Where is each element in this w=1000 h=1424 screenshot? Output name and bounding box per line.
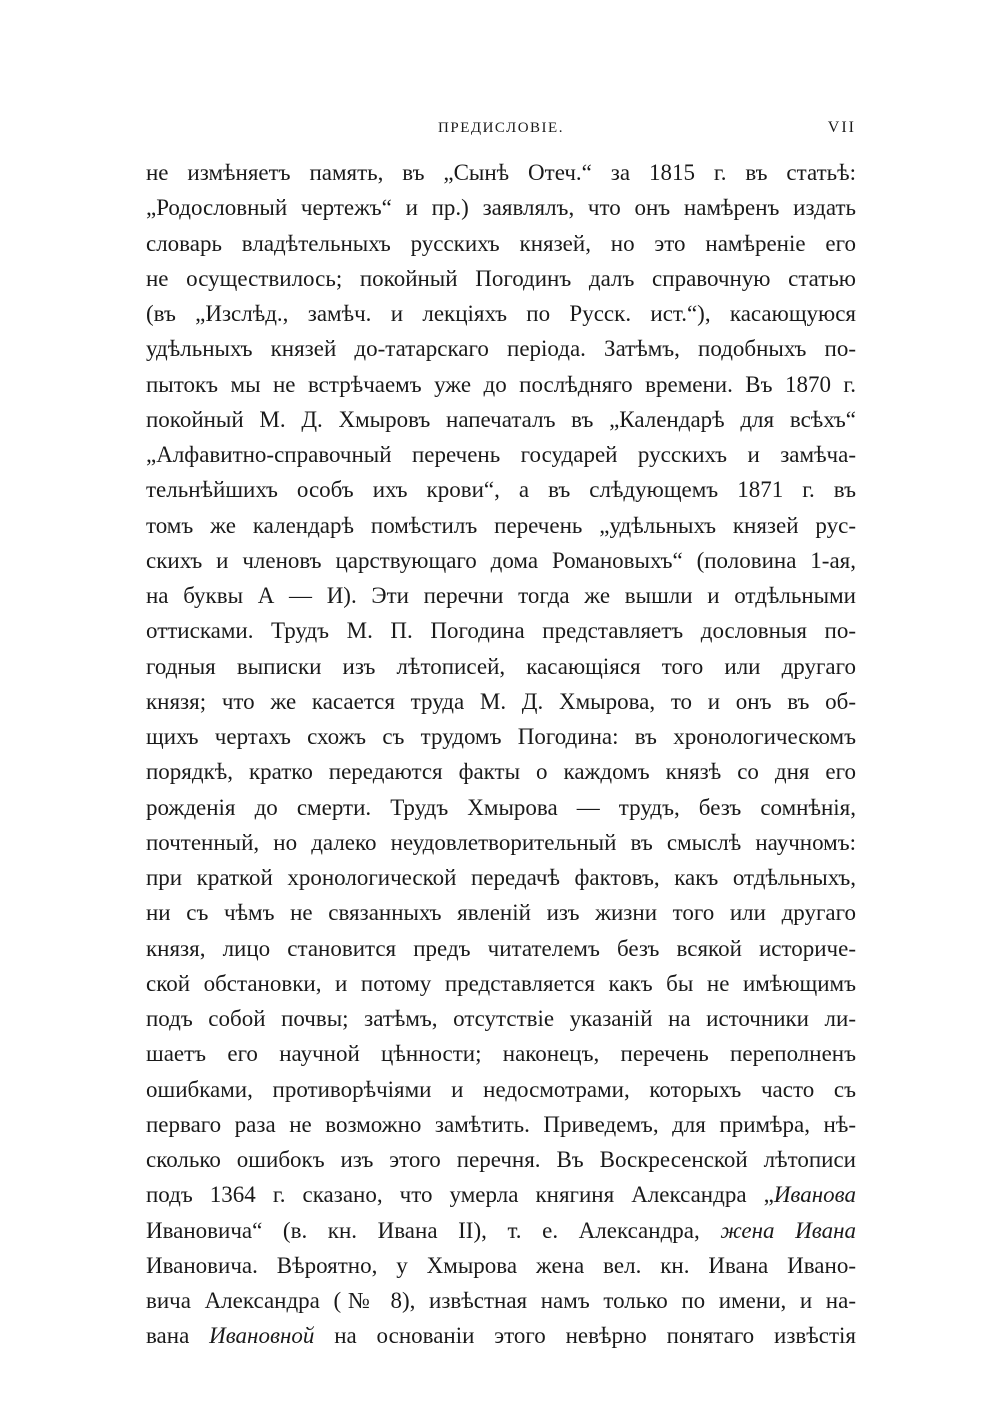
text-segment: годныя выписки изъ лѣтописей, касающіяся того или другаго bbox=[146, 653, 856, 679]
text-line bbox=[146, 1318, 856, 1353]
running-head-title: ПРЕДИСЛОВІЕ. bbox=[438, 120, 564, 136]
text-line bbox=[146, 860, 856, 895]
text-segment: порядкѣ, кратко передаются факты о каждомъ князѣ со дня его bbox=[146, 759, 856, 785]
text-line bbox=[146, 613, 856, 648]
text-segment: тельнѣйшихъ особъ ихъ крови“, а въ слѣдующемъ 1871 г. въ bbox=[146, 477, 856, 503]
text-segment: ошибками, противорѣчіями и недосмотрами, которыхъ часто съ bbox=[146, 1076, 856, 1102]
text-line bbox=[146, 1072, 856, 1107]
text-line bbox=[146, 331, 856, 366]
text-segment: при краткой хронологической передачѣ фактовъ, какъ отдѣльныхъ, bbox=[146, 865, 856, 890]
text-line bbox=[146, 437, 856, 472]
italic-text-segment: Ивановной bbox=[209, 1323, 315, 1349]
text-line bbox=[146, 1001, 856, 1036]
text-segment: пытокъ мы не встрѣчаемъ уже до послѣдняго времени. Въ 1870 г. bbox=[146, 371, 856, 397]
text-segment: князя; что же касается труда М. Д. Хмырова, то и онъ въ об- bbox=[146, 688, 856, 714]
text-line bbox=[146, 508, 856, 543]
text-line bbox=[146, 649, 856, 684]
text-line bbox=[146, 790, 856, 825]
text-segment: на буквы А — И). Эти перечни тогда же вышли и отдѣльными bbox=[146, 583, 856, 608]
text-line bbox=[146, 719, 856, 754]
text-line bbox=[146, 1213, 856, 1248]
text-segment: перваго раза не возможно замѣтить. Приведемъ, для примѣра, нѣ- bbox=[146, 1111, 856, 1137]
text-segment: вича Александра (№ 8), извѣстная намъ только по имени, и на- bbox=[146, 1288, 856, 1313]
text-segment: ни съ чѣмъ не связанныхъ явленій изъ жизни того или другаго bbox=[146, 900, 856, 926]
text-line bbox=[146, 1283, 856, 1318]
text-segment: сколько ошибокъ изъ этого перечня. Въ Воскресенской лѣтописи bbox=[146, 1147, 856, 1172]
text-line bbox=[146, 1142, 856, 1177]
text-line bbox=[146, 261, 856, 296]
text-line bbox=[146, 367, 856, 402]
text-line bbox=[146, 684, 856, 719]
text-segment: не осуществилось; покойный Погодинъ далъ справочную статью bbox=[146, 265, 856, 291]
text-segment: рожденія до смерти. Трудъ Хмырова — трудъ, безъ сомнѣнія, bbox=[146, 794, 856, 820]
italic-text-segment: Иванова bbox=[773, 1182, 856, 1208]
text-segment: удѣльныхъ князей до-татарскаго періода. Затѣмъ, подобныхъ по- bbox=[146, 336, 856, 362]
text-line bbox=[146, 296, 856, 331]
text-segment: князя, лицо становится предъ читателемъ безъ всякой историче- bbox=[146, 935, 856, 961]
text-segment: подъ 1364 г. сказано, что умерла княгиня Александра „ bbox=[146, 1182, 774, 1208]
text-segment: вана bbox=[146, 1323, 210, 1349]
text-segment: покойный М. Д. Хмыровъ напечаталъ въ „Календарѣ для всѣхъ“ bbox=[146, 406, 856, 432]
text-line bbox=[146, 402, 856, 437]
text-segment: скихъ и членовъ царствующаго дома Романовыхъ“ (половина 1-ая, bbox=[146, 547, 856, 573]
text-segment: „Алфавитно-справочный перечень государей русскихъ и замѣча- bbox=[146, 442, 856, 467]
text-line bbox=[146, 226, 856, 261]
text-line bbox=[146, 825, 856, 860]
text-line bbox=[146, 1107, 856, 1142]
text-segment: „Родословный чертежъ“ и пр.) заявлялъ, что онъ намѣренъ издать bbox=[146, 195, 856, 221]
text-segment: томъ же календарѣ помѣстилъ перечень „удѣльныхъ князей рус- bbox=[146, 512, 856, 538]
text-segment: на основаніи этого невѣрно понятаго извѣстія bbox=[314, 1323, 856, 1349]
text-segment: (въ „Изслѣд., замѣч. и лекціяхъ по Русск. ист.“), касающуюся bbox=[146, 301, 856, 326]
text-line bbox=[146, 1177, 856, 1212]
text-line bbox=[146, 578, 856, 613]
text-line bbox=[146, 543, 856, 578]
text-segment: оттисками. Трудъ М. П. Погодина представляетъ дословныя по- bbox=[146, 618, 856, 644]
text-segment: словарь владѣтельныхъ русскихъ князей, но это намѣреніе его bbox=[146, 230, 856, 256]
text-segment: подъ собой почвы; затѣмъ, отсутствіе указаній на источники ли- bbox=[146, 1006, 856, 1031]
text-segment: Ивановича“ (в. кн. Ивана II), т. е. Александра, bbox=[146, 1217, 721, 1243]
text-line bbox=[146, 754, 856, 789]
text-line bbox=[146, 1248, 856, 1283]
page-number: VII bbox=[827, 119, 856, 136]
text-line bbox=[146, 155, 856, 190]
text-segment: шаетъ его научной цѣнности; наконецъ, перечень переполненъ bbox=[146, 1041, 856, 1067]
text-segment: почтенный, но далеко неудовлетворительный въ смыслѣ научномъ: bbox=[146, 829, 856, 855]
running-head bbox=[146, 116, 856, 140]
text-line bbox=[146, 190, 856, 225]
italic-text-segment: жена Ивана bbox=[720, 1217, 856, 1243]
text-line bbox=[146, 1036, 856, 1071]
text-line bbox=[146, 472, 856, 507]
text-line bbox=[146, 895, 856, 930]
text-line bbox=[146, 931, 856, 966]
text-line bbox=[146, 966, 856, 1001]
text-segment: Ивановича. Вѣроятно, у Хмырова жена вел. кн. Ивана Ивано- bbox=[146, 1252, 856, 1278]
body-text bbox=[146, 155, 856, 1354]
text-segment: ской обстановки, и потому представляется какъ бы не имѣющимъ bbox=[146, 970, 856, 996]
text-segment: щихъ чертахъ схожъ съ трудомъ Погодина: въ хронологическомъ bbox=[146, 724, 856, 749]
text-segment: не измѣняетъ память, въ „Сынѣ Отеч.“ за 1815 г. въ статьѣ: bbox=[146, 160, 856, 185]
